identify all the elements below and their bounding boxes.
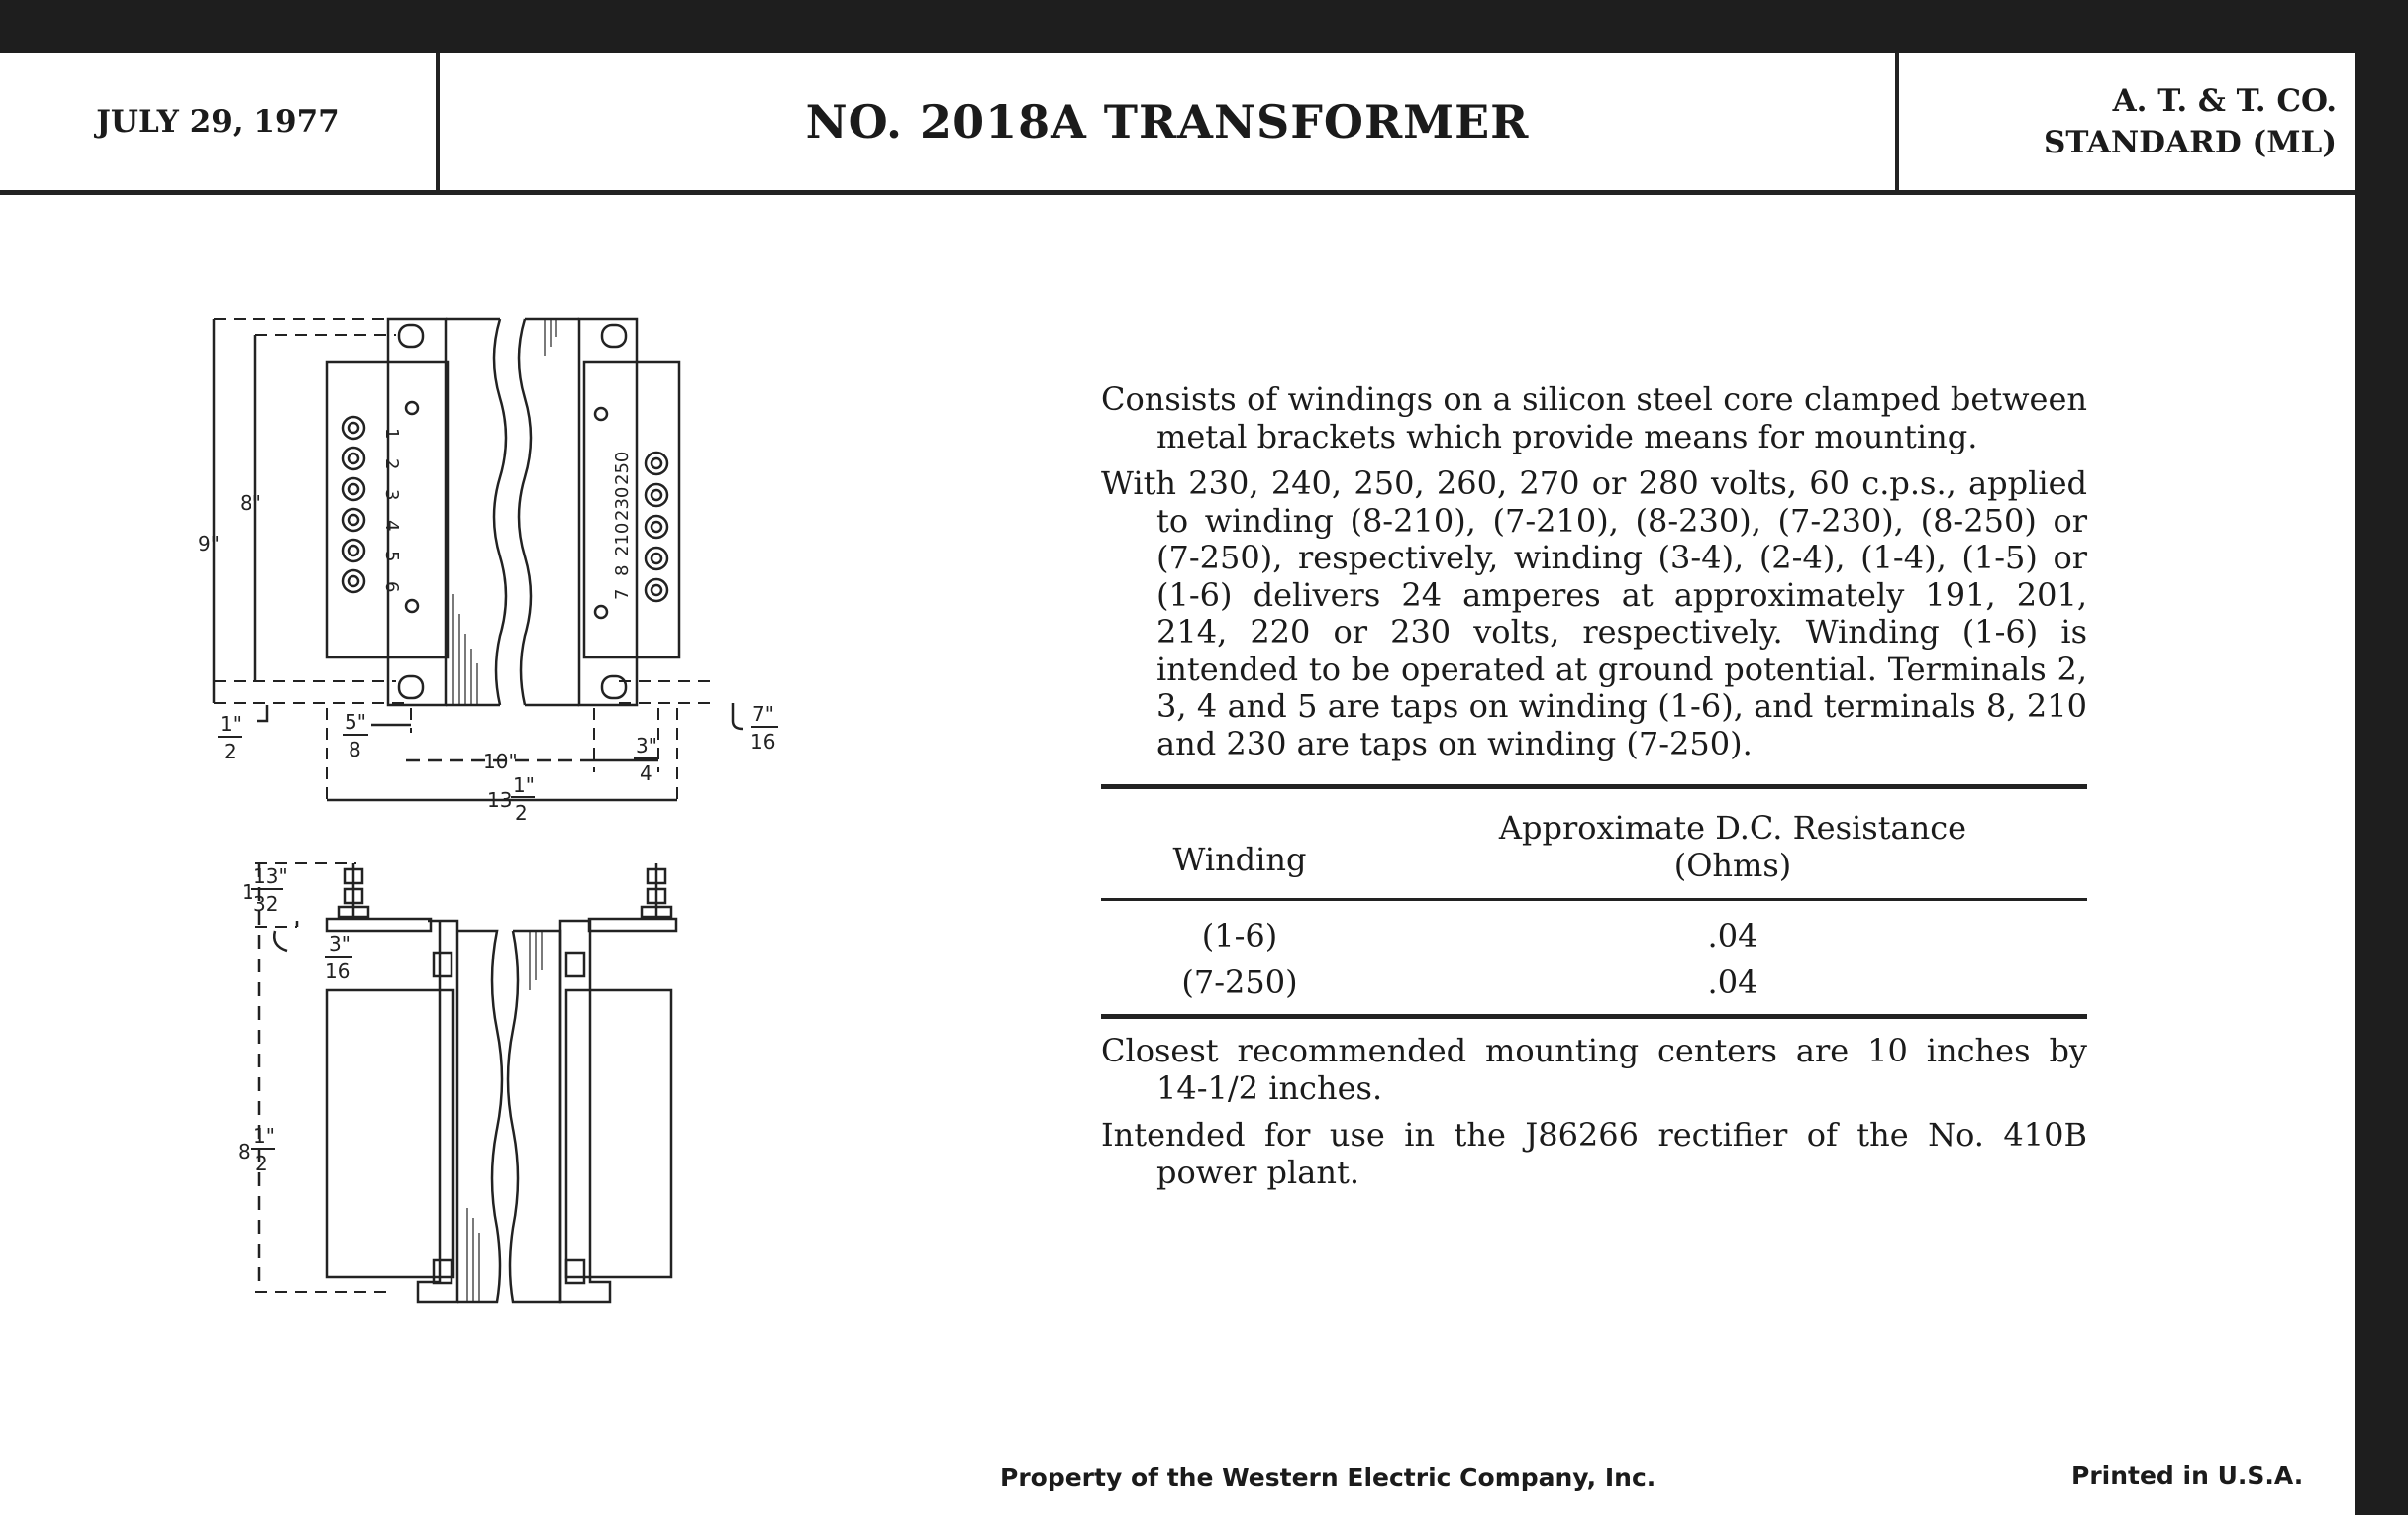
dim-9: 9" <box>198 532 220 556</box>
dim-three-quarter-den: 4 <box>640 761 652 785</box>
table-body <box>1101 901 2087 1014</box>
terminal-label: 6 <box>381 581 402 593</box>
dim-thirteen: 13 <box>487 788 513 812</box>
terminal-label: 210 <box>612 522 633 556</box>
dim-eight-half-whole: 8 <box>238 1140 251 1163</box>
footer-property: Property of the Western Electric Company, Inc. <box>1000 1464 1656 1492</box>
standard-label: STANDARD (ML) <box>2044 125 2337 160</box>
dim-five-eighth-den: 8 <box>349 738 361 761</box>
dim-half-den: 2 <box>224 740 237 763</box>
dim-thirteen-den: 2 <box>515 801 528 825</box>
cell-winding: (1-6) <box>1201 916 1278 955</box>
col-header-winding: Winding <box>1172 840 1307 878</box>
dim-half-num: 1" <box>220 712 242 736</box>
page-title: NO. 2018A TRANSFORMER <box>440 53 1899 190</box>
terminal-label: 4 <box>381 520 402 532</box>
cell-winding: (7-250) <box>1181 962 1298 1001</box>
notes-section <box>1101 1033 2087 1191</box>
dim-seven-sixteenth-num: 7" <box>752 702 774 726</box>
terminal-label: 5 <box>381 551 402 562</box>
description-para-1: Consists of windings on a silicon steel core clamped between metal brackets which provide means for mounting. <box>1101 380 2087 455</box>
dim-one-13-32-whole: 1 <box>242 880 254 904</box>
table-row <box>1101 960 2087 1006</box>
col-header-resistance <box>1378 789 2087 898</box>
dim-five-eighth-num: 5" <box>345 710 366 734</box>
header-standard <box>1899 53 2355 190</box>
terminal-label: 8 <box>612 564 633 576</box>
dim-seven-sixteenth-den: 16 <box>751 730 776 754</box>
table-header <box>1101 789 2087 901</box>
dim-eight-half-den: 2 <box>255 1152 268 1175</box>
cell-resistance: .04 <box>1707 962 1758 1001</box>
dim-ten: 10" <box>483 750 518 773</box>
header-bar <box>0 53 2355 195</box>
cell-resistance: .04 <box>1707 916 1758 955</box>
company-name: A. T. & T. CO. <box>2112 83 2337 119</box>
use-note: Intended for use in the J86266 rectifier of the No. 410B power plant. <box>1101 1116 2087 1191</box>
transformer-drawing <box>198 297 812 1327</box>
header-date: JULY 29, 1977 <box>0 53 440 190</box>
mounting-note: Closest recommended mounting centers are 10 inches by 14-1/2 inches. <box>1101 1032 2087 1107</box>
footer-printed: Printed in U.S.A. <box>2071 1462 2304 1490</box>
right-scan-border <box>2355 0 2408 1515</box>
resistance-table <box>1101 784 2087 1019</box>
terminal-label: 250 <box>612 451 633 485</box>
terminal-label: 7 <box>612 588 633 600</box>
dim-8: 8" <box>240 491 261 515</box>
dim-three-sixteenth-den: 16 <box>325 960 351 983</box>
dim-one-13-32-num: 13" <box>253 864 288 888</box>
table-row <box>1101 913 2087 960</box>
terminal-label: 2 <box>381 458 402 470</box>
terminal-label: 3 <box>381 489 402 501</box>
terminal-label: 1 <box>381 428 402 440</box>
dim-three-sixteenth-num: 3" <box>329 932 351 956</box>
dim-three-quarter-num: 3" <box>636 734 657 758</box>
col-header-resistance-line1: Approximate D.C. Resistance <box>1498 809 1967 847</box>
description-para-2: With 230, 240, 250, 260, 270 or 280 volts, 60 c.p.s., applied to winding (8-210), (7-210), (8-230), (7-230), (8-250) or (7-250), respectively, winding (3-4), (2-4), (1-4), (1-5) or (1-6) delivers 24 amperes at approximately 191, 201, 214, 220 or 230 volts, respectively. Winding (1-6) is intended to be operated at ground potential. Terminals 2, 3, 4 and 5 are taps on winding (1-6), and terminals 8, 210 and 230 are taps on winding (7-250). <box>1101 464 2087 762</box>
col-header-resistance-line2: (Ohms) <box>1673 847 1792 884</box>
dim-eight-half-num: 1" <box>253 1124 275 1148</box>
description-section <box>1101 381 2087 1201</box>
dim-thirteen-num: 1" <box>513 773 535 797</box>
top-scan-border <box>0 0 2408 53</box>
dim-one-13-32-den: 32 <box>253 892 279 916</box>
terminal-label: 230 <box>612 486 633 521</box>
